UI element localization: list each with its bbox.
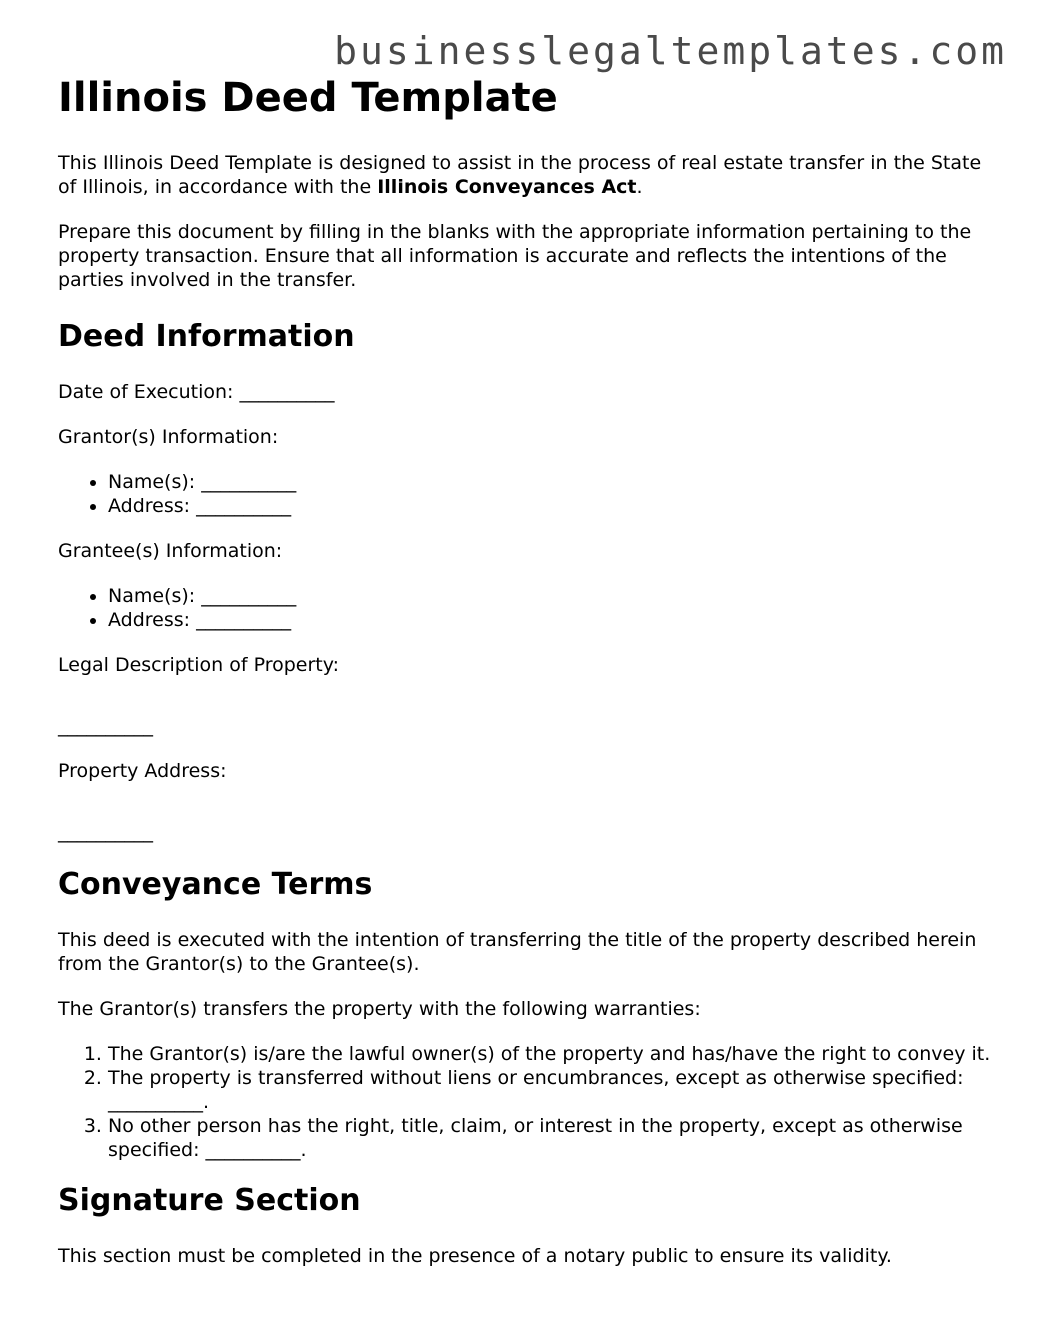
legal-description-blank: __________ xyxy=(58,715,153,737)
grantee-address-field: • Address: __________ xyxy=(108,608,998,632)
conveyance-paragraph-2: The Grantor(s) transfers the property with the following warranties: xyxy=(58,998,701,1020)
conveyance-paragraph-1: This deed is executed with the intention of transferring the title of the property described herein from the Grantor(s) to the Grantee(s). xyxy=(58,929,977,975)
intro-period: . xyxy=(636,176,643,198)
intro-paragraph-2: Prepare this document by filling in the blanks with the appropriate information pertaining to the property transaction. Ensure that all information is accurate and reflects the intentions of the parties involved in the transfer. xyxy=(58,221,972,291)
grantee-list xyxy=(58,584,998,632)
grantor-label: Grantor(s) Information: xyxy=(58,426,279,448)
signature-paragraph: This section must be completed in the presence of a notary public to ensure its validity. xyxy=(58,1245,892,1267)
grantor-address-field: • Address: __________ xyxy=(108,494,998,518)
grantor-name-field: • Name(s): __________ xyxy=(108,470,998,494)
warranties-list xyxy=(58,1042,998,1162)
date-of-execution-field: Date of Execution: __________ xyxy=(58,381,335,403)
page-title: Illinois Deed Template xyxy=(58,75,558,121)
warranty-item: 2. The property is transferred without liens or encumbrances, except as otherwise specified: __________. xyxy=(108,1066,998,1114)
legal-description-label: Legal Description of Property: xyxy=(58,654,339,676)
watermark-text: businesslegaltemplates.com xyxy=(334,29,1007,73)
conveyance-terms-heading: Conveyance Terms xyxy=(58,867,373,902)
signature-section-heading: Signature Section xyxy=(58,1183,361,1218)
grantee-name-field: • Name(s): __________ xyxy=(108,584,998,608)
warranty-item: 3. No other person has the right, title, claim, or interest in the property, except as otherwise specified: __________. xyxy=(108,1114,998,1162)
document-body xyxy=(58,74,998,1268)
warranty-item: 1. The Grantor(s) is/are the lawful owner(s) of the property and has/have the right to convey it. xyxy=(108,1042,998,1066)
deed-information-heading: Deed Information xyxy=(58,319,355,354)
property-address-label: Property Address: xyxy=(58,760,227,782)
act-name: Illinois Conveyances Act xyxy=(377,176,637,198)
intro-text: This Illinois Deed Template is designed to assist in the process of real estate transfer in the State of Illinois, in accordance with the xyxy=(58,152,982,198)
intro-paragraph-1 xyxy=(58,151,998,199)
grantee-label: Grantee(s) Information: xyxy=(58,540,283,562)
property-address-blank: __________ xyxy=(58,821,153,843)
grantor-list xyxy=(58,470,998,518)
